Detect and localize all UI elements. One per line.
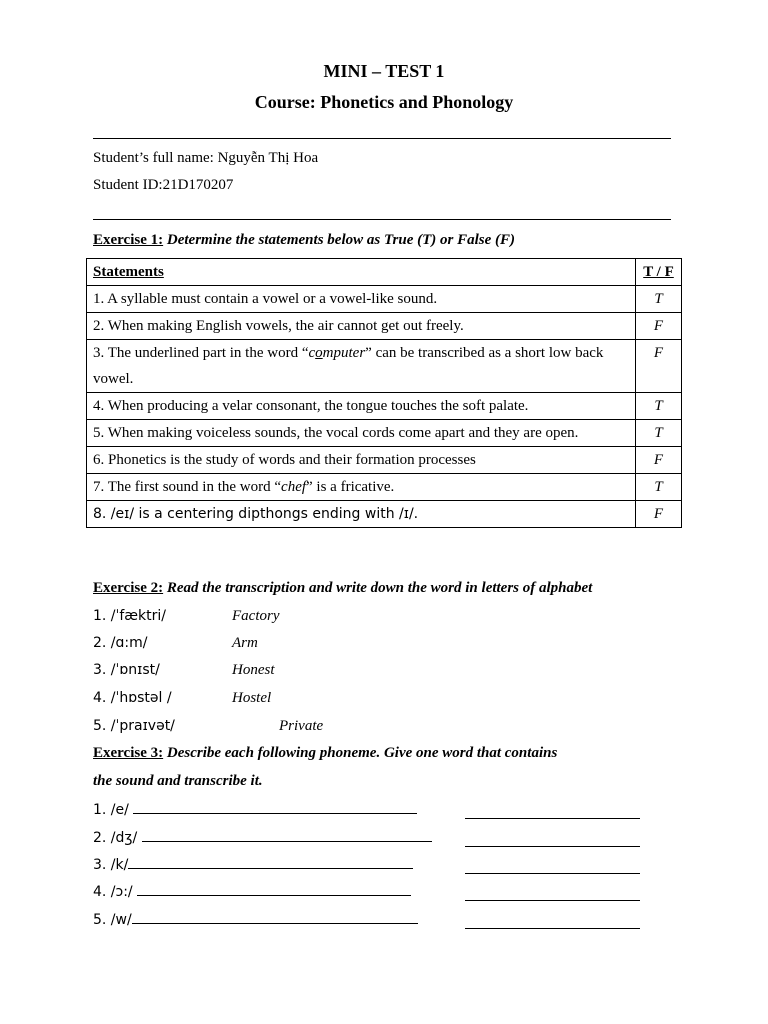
statement-cell: 1. A syllable must contain a vowel or a vowel-like sound.	[87, 286, 636, 313]
tf-answer: T	[636, 286, 682, 313]
ex3-item	[93, 883, 411, 901]
exercise2-instruction: Read the transcription and write down the word in letters of alphabet	[163, 580, 593, 596]
exercise3-heading	[93, 745, 557, 762]
tf-answer: F	[636, 313, 682, 340]
word-blank[interactable]	[465, 806, 640, 819]
ex3-prompt: 2. /dʒ/	[93, 830, 142, 846]
answer-blank[interactable]	[128, 856, 413, 869]
tf-answer: T	[636, 420, 682, 447]
true-false-table	[86, 258, 682, 528]
exercise1-instruction: Determine the statements below as True (T) or False (F)	[163, 232, 516, 248]
divider-middle	[93, 219, 671, 220]
table-row	[87, 313, 682, 340]
statement-text: ” can be transcribed as a short low back vowel.	[93, 345, 604, 387]
divider-top	[93, 138, 671, 139]
ex3-prompt: 3. /k/	[93, 857, 129, 873]
ex2-answer: Factory	[232, 608, 280, 624]
ex3-item	[93, 801, 417, 819]
word-blank[interactable]	[465, 888, 640, 901]
tf-answer: F	[636, 501, 682, 528]
answer-blank[interactable]	[142, 829, 432, 842]
word-part: mputer	[322, 345, 366, 361]
ex2-prompt: 1. /ˈfæktri/	[93, 608, 167, 624]
word-computer	[309, 345, 366, 361]
table-row	[87, 420, 682, 447]
ex3-item	[93, 856, 413, 874]
answer-blank[interactable]	[137, 883, 411, 896]
answer-blank[interactable]	[133, 801, 417, 814]
ex3-prompt: 4. /ɔ:/	[93, 884, 138, 900]
tf-answer: F	[636, 340, 682, 393]
exercise2-label: Exercise 2:	[93, 580, 164, 596]
exercise3-instruction: Describe each following phoneme. Give one word that contains	[163, 745, 558, 761]
ex3-item	[93, 829, 432, 847]
answer-blank[interactable]	[132, 911, 418, 924]
table-row	[87, 474, 682, 501]
ex2-prompt: 5. /ˈpraɪvət/	[93, 718, 175, 734]
statement-cell	[87, 340, 636, 393]
exercise3-label: Exercise 3:	[93, 745, 164, 761]
table-row	[87, 393, 682, 420]
col-statements: Statements	[87, 259, 636, 286]
table-row	[87, 501, 682, 528]
exercise3-instruction-cont: the sound and transcribe it.	[93, 773, 263, 789]
statement-cell: 5. When making voiceless sounds, the vocal cords come apart and they are open.	[87, 420, 636, 447]
word-part: c	[308, 345, 316, 361]
table-row	[87, 286, 682, 313]
statement-text: 3. The underlined part in the word “	[93, 345, 309, 361]
word-blank[interactable]	[465, 834, 640, 847]
ex2-answer: Private	[279, 718, 324, 734]
statement-cell: 6. Phonetics is the study of words and their formation processes	[87, 447, 636, 474]
tf-answer: F	[636, 447, 682, 474]
tf-answer: T	[636, 393, 682, 420]
word-blank[interactable]	[465, 861, 640, 874]
ex2-prompt: 3. /ˈɒnɪst/	[93, 662, 160, 678]
exercise2-heading	[93, 580, 592, 597]
statement-cell: 8. /eɪ/ is a centering dipthongs ending with /ɪ/.	[87, 501, 636, 528]
word-blank[interactable]	[465, 916, 640, 929]
ex2-answer: Arm	[232, 635, 258, 651]
tf-answer: T	[636, 474, 682, 501]
student-id: Student ID:21D170207	[93, 177, 234, 193]
ex2-prompt: 4. /ˈhɒstəl /	[93, 690, 172, 706]
student-name: Student’s full name: Nguyễn Thị Hoa	[93, 150, 319, 166]
table-row	[87, 447, 682, 474]
ex3-prompt: 5. /w/	[93, 912, 132, 928]
ex2-answer: Honest	[232, 662, 275, 678]
word-chef: chef	[281, 479, 307, 495]
page-title: MINI – TEST 1	[323, 61, 445, 81]
table-header-row	[87, 259, 682, 286]
underlined-letter: o	[315, 345, 323, 361]
ex3-item	[93, 911, 418, 929]
statement-cell: 2. When making English vowels, the air cannot get out freely.	[87, 313, 636, 340]
exercise1-heading	[93, 232, 515, 249]
exercise1-label: Exercise 1:	[93, 232, 164, 248]
ex2-answer: Hostel	[232, 690, 272, 706]
table-row	[87, 340, 682, 393]
statement-text: ” is a fricative.	[306, 479, 395, 495]
statement-text: 7. The first sound in the word “	[93, 479, 282, 495]
statement-cell	[87, 474, 636, 501]
course-title: Course: Phonetics and Phonology	[254, 92, 514, 112]
col-tf: T / F	[636, 259, 682, 286]
ex2-prompt: 2. /ɑ:m/	[93, 635, 148, 651]
ex3-prompt: 1. /e/	[93, 802, 134, 818]
statement-cell: 4. When producing a velar consonant, the tongue touches the soft palate.	[87, 393, 636, 420]
